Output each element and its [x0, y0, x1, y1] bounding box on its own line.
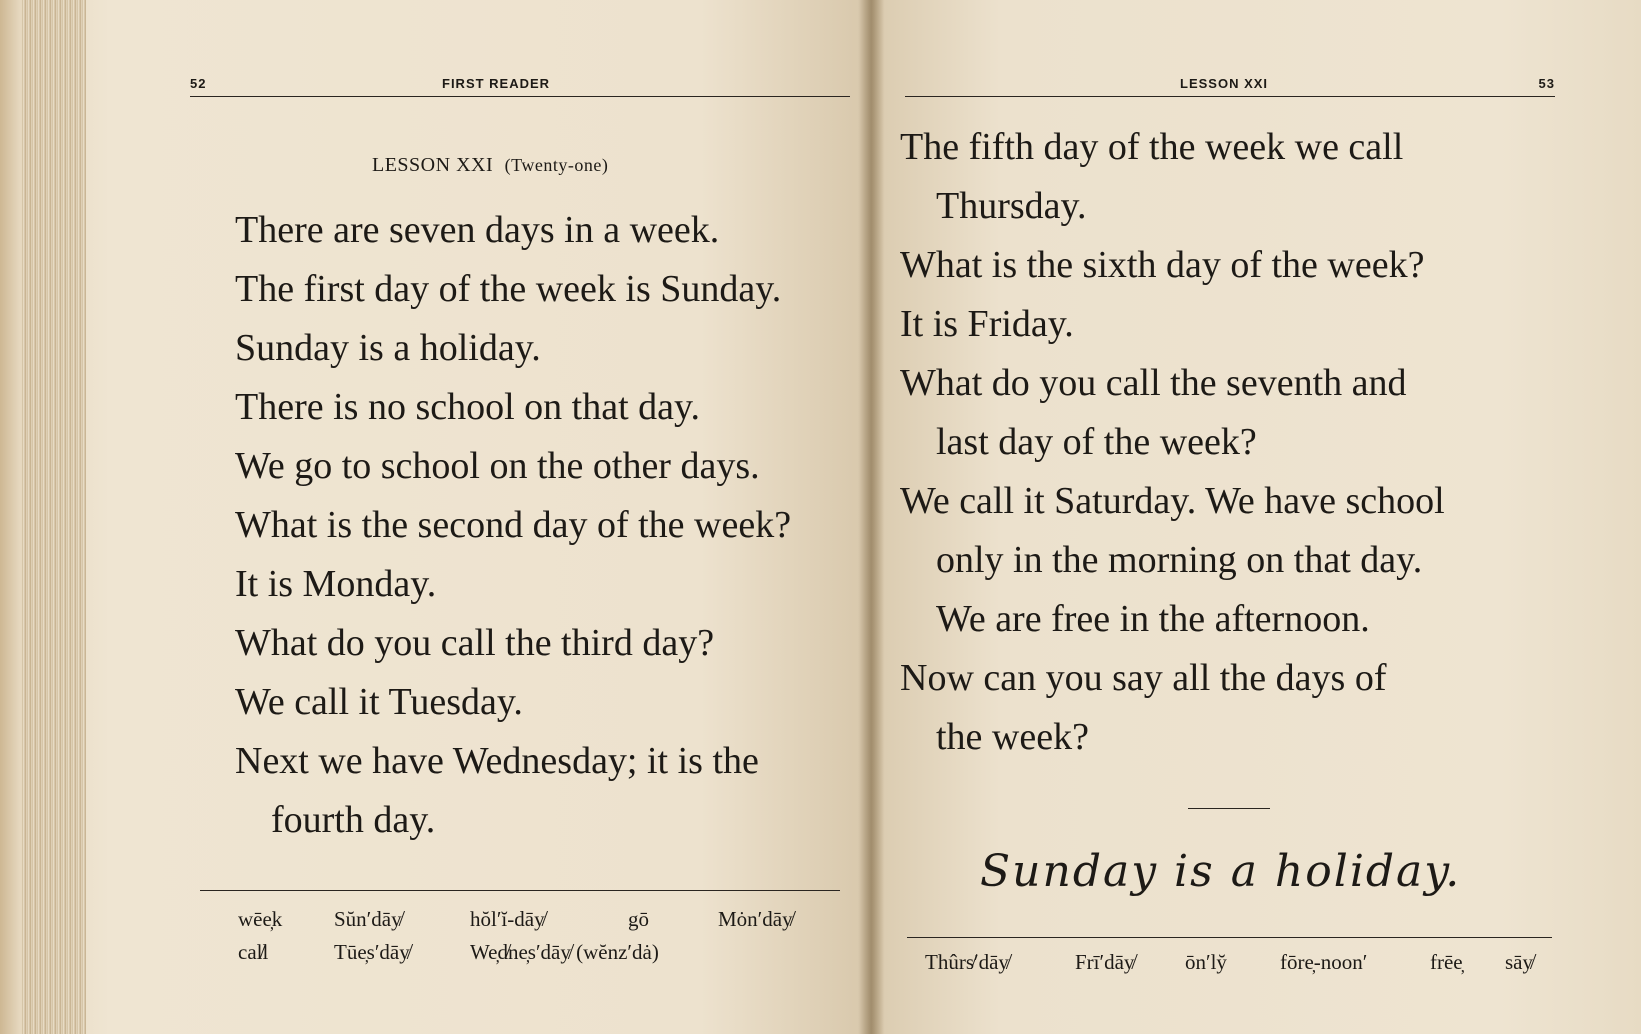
text-line: only in the morning on that day. [936, 539, 1423, 581]
lesson-subtitle: (Twenty-one) [504, 155, 609, 175]
text-line: There is no school on that day. [235, 386, 701, 428]
text-line: We are free in the afternoon. [936, 598, 1370, 640]
text-line: It is Friday. [900, 303, 1074, 345]
vocab-word: ōn′ly̆ [1185, 950, 1227, 974]
lesson-title-text: LESSON XXI [372, 154, 494, 176]
text-line: last day of the week? [936, 421, 1257, 463]
text-line: What is the sixth day of the week? [900, 244, 1425, 286]
vocab-word: We̦d̸ne̦s′dāy̸ (wĕnz′dȧ) [470, 940, 659, 964]
book-gutter [858, 0, 884, 1034]
text-line: We call it Saturday. We have school [900, 480, 1445, 522]
text-line: We call it Tuesday. [235, 681, 523, 723]
text-line: Thursday. [936, 185, 1087, 227]
running-head: LESSON XXI [1180, 76, 1269, 91]
vocab-word: wēe̦k [238, 907, 283, 931]
lesson-title [372, 154, 608, 177]
vocab-word: fōre̦-noon′ [1280, 950, 1368, 974]
vocab-word: Sŭn′dāy̸ [334, 907, 402, 931]
vocab-word: hŏl′ĭ-dāy̸ [470, 907, 545, 931]
vocab-word: Mȯn′dāy̸ [718, 907, 793, 931]
vocab-word: cal̸l [238, 940, 269, 964]
vocab-divider [907, 937, 1552, 938]
text-line: fourth day. [271, 799, 436, 841]
vocab-word: sāy̸ [1505, 950, 1533, 974]
vocab-word: frēe̦ [1430, 950, 1463, 974]
text-line: The fifth day of the week we call [900, 126, 1404, 168]
page-number: 53 [1538, 76, 1555, 91]
text-line: It is Monday. [235, 563, 437, 605]
text-line: The first day of the week is Sunday. [235, 268, 782, 310]
text-line: What do you call the third day? [235, 622, 715, 664]
left-lesson-text [235, 201, 791, 850]
right-page-header [905, 72, 1555, 97]
vocab-word: Thûrs̸′dāy̸ [925, 950, 1009, 974]
text-line: Next we have Wednesday; it is the [235, 740, 759, 782]
short-divider [1188, 808, 1270, 809]
running-head: FIRST READER [442, 76, 551, 91]
text-line: Sunday is a holiday. [235, 327, 541, 369]
vocab-word: Tūe̦s′dāy̸ [334, 940, 410, 964]
vocab-word: gō [628, 907, 649, 931]
right-lesson-text [900, 118, 1445, 767]
right-page [900, 0, 1555, 1034]
script-line: Sunday is a holiday. [980, 846, 1462, 897]
left-page [190, 0, 850, 1034]
vocab-word: Frī′dāy̸ [1075, 950, 1135, 974]
text-line: the week? [936, 716, 1089, 758]
page-number: 52 [190, 76, 207, 91]
text-line: Now can you say all the days of [900, 657, 1387, 699]
left-page-header [190, 72, 850, 97]
text-line: What is the second day of the week? [235, 504, 792, 546]
vocab-divider [200, 890, 840, 891]
text-line: We go to school on the other days. [235, 445, 760, 487]
page-edges [22, 0, 86, 1034]
text-line: There are seven days in a week. [235, 209, 720, 251]
text-line: What do you call the seventh and [900, 362, 1407, 404]
